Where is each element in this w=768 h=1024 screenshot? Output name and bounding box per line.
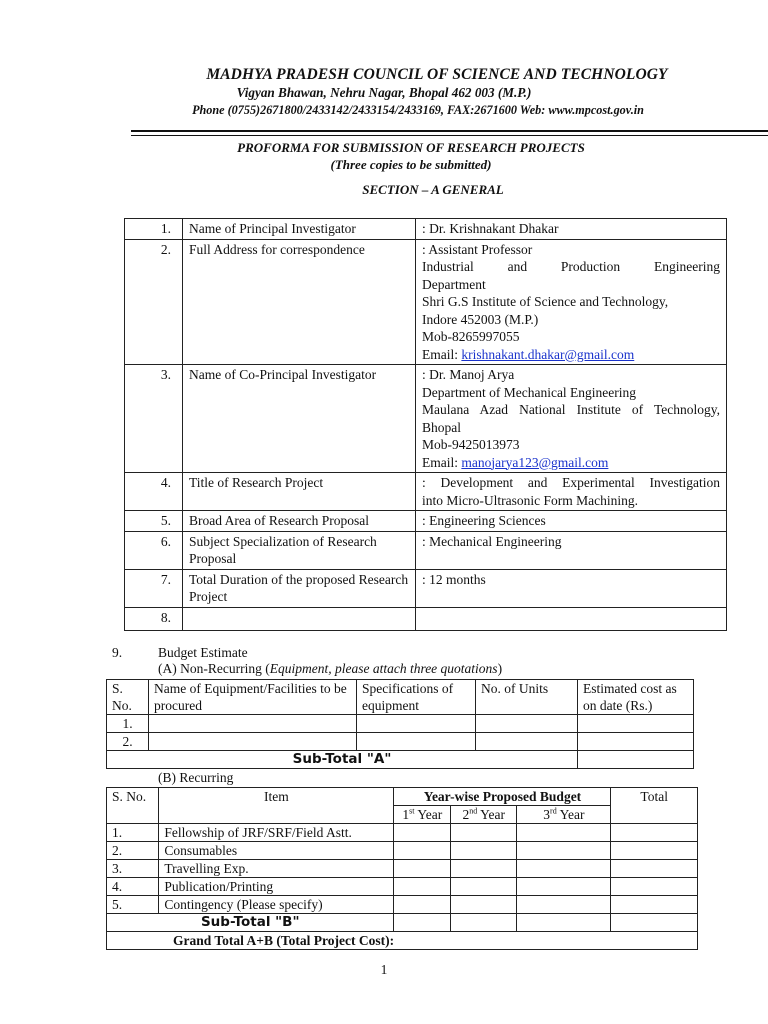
pi-name-value: : Dr. Krishnakant Dhakar [416, 219, 727, 240]
duration-value: : 12 months [416, 569, 727, 607]
empty-cell [394, 914, 451, 932]
table-header-row [107, 788, 698, 806]
table-row [125, 569, 727, 607]
specialization-label: Subject Specialization of Research Proposal [183, 531, 416, 569]
col-header-specifications: Specifications of equipment [357, 680, 476, 715]
empty-cell [611, 878, 698, 896]
project-title-line: into Micro-Ultrasonic Form Machining. [422, 492, 638, 508]
empty-cell [357, 733, 476, 751]
table-row [107, 842, 698, 860]
general-info-table [124, 218, 727, 631]
item-name: Publication/Printing [159, 878, 394, 896]
email-label: Email: [422, 454, 462, 470]
row-number: 3. [107, 860, 159, 878]
budget-title: Budget Estimate [158, 645, 248, 660]
table-row [125, 473, 727, 511]
col-header-cost: Estimated cost as on date (Rs.) [578, 680, 694, 715]
address-line: Mob-8265997055 [422, 329, 520, 344]
email-line [422, 454, 720, 472]
table-row [107, 896, 698, 914]
email-line [422, 346, 720, 364]
item-name: Contingency (Please specify) [159, 896, 394, 914]
org-address: Vigyan Bhawan, Nehru Nagar, Bhopal 462 003 (M.P.) [236, 85, 532, 100]
proforma-title: PROFORMA FOR SUBMISSION OF RESEARCH PROJECTS [237, 140, 585, 155]
header-rule-thin [131, 135, 768, 136]
empty-cell [517, 842, 611, 860]
col-header-equipment: Name of Equipment/Facilities to be procured [149, 680, 357, 715]
recurring-heading: (B) Recurring [158, 770, 234, 785]
empty-cell [451, 824, 517, 842]
empty-cell [149, 715, 357, 733]
row-number: 2. [107, 842, 159, 860]
table-row [107, 733, 694, 751]
pi-email-link[interactable]: krishnakant.dhakar@gmail.com [461, 346, 635, 362]
address-line: Industrial and Production Engineering [422, 259, 720, 274]
copi-value [416, 365, 727, 473]
row-number: 4. [107, 878, 159, 896]
nonrecurring-note: Equipment, please attach three quotations [269, 661, 498, 676]
table-row [125, 219, 727, 240]
empty-cell [517, 896, 611, 914]
row-number: 3. [125, 365, 183, 473]
year-word: Year [414, 807, 443, 822]
col-header-year-2 [451, 806, 517, 824]
page-number: 1 [380, 962, 388, 977]
item-name: Travelling Exp. [159, 860, 394, 878]
year-number: 1 [402, 807, 410, 822]
empty-cell [451, 842, 517, 860]
table-row [107, 878, 698, 896]
empty-cell [394, 878, 451, 896]
copi-line: Department of Mechanical Engineering [422, 384, 637, 400]
empty-cell [451, 914, 517, 932]
recurring-table [106, 787, 698, 950]
empty-cell [517, 824, 611, 842]
nonrecurring-table [106, 679, 694, 769]
empty-cell [578, 715, 694, 733]
year-suffix: nd [469, 806, 478, 816]
address-line: Department [422, 276, 486, 292]
table-row [107, 715, 694, 733]
row-number: 5. [125, 511, 183, 532]
table-row [125, 607, 727, 630]
table-row [107, 914, 698, 932]
empty-cell [611, 860, 698, 878]
nonrecurring-heading [158, 661, 502, 677]
col-header-yearwise: Year-wise Proposed Budget [394, 788, 611, 806]
empty-cell [611, 824, 698, 842]
address-line: Shri G.S Institute of Science and Technology, [422, 294, 669, 309]
col-header-year-1 [394, 806, 451, 824]
table-row [107, 932, 698, 950]
address-line: : Assistant Professor [422, 241, 533, 257]
col-header-units: No. of Units [476, 680, 578, 715]
empty-cell [517, 878, 611, 896]
table-row [125, 239, 727, 365]
row-number: 7. [125, 569, 183, 607]
grand-total-label: Grand Total A+B (Total Project Cost): [107, 932, 698, 950]
row-number: 1. [107, 824, 159, 842]
empty-cell [578, 733, 694, 751]
empty-label-cell [183, 607, 416, 630]
row-number: 2. [107, 733, 149, 751]
subtotal-a-label: Sub-Total "A" [107, 751, 578, 769]
empty-value-cell [416, 607, 727, 630]
email-label: Email: [422, 346, 462, 362]
section-title: SECTION – A GENERAL [362, 182, 504, 197]
empty-cell [394, 860, 451, 878]
empty-cell [611, 842, 698, 860]
row-number: 5. [107, 896, 159, 914]
row-number: 2. [125, 239, 183, 365]
broad-area-label: Broad Area of Research Proposal [183, 511, 416, 532]
address-value [416, 239, 727, 365]
pi-name-label: Name of Principal Investigator [183, 219, 416, 240]
empty-cell [149, 733, 357, 751]
year-number: 2 [462, 807, 470, 822]
copies-note: (Three copies to be submitted) [330, 157, 492, 172]
col-header-sno: S. No. [107, 680, 149, 715]
table-row [107, 751, 694, 769]
empty-cell [517, 914, 611, 932]
specialization-value: : Mechanical Engineering [416, 531, 727, 569]
subtotal-b-label: Sub-Total "B" [107, 914, 394, 932]
row-number: 1. [107, 715, 149, 733]
copi-email-link[interactable]: manojarya123@gmail.com [461, 454, 609, 470]
nonrecurring-suffix: ) [497, 661, 503, 676]
org-contact: Phone (0755)2671800/2433142/2433154/2433169, FAX:2671600 Web: www.mpcost.gov.in [192, 103, 644, 117]
broad-area-value: : Engineering Sciences [416, 511, 727, 532]
subtotal-a-value [578, 751, 694, 769]
address-line: Indore 452003 (M.P.) [422, 311, 539, 327]
duration-label: Total Duration of the proposed Research Project [183, 569, 416, 607]
copi-line: Bhopal [422, 419, 461, 435]
col-header-total: Total [611, 788, 698, 824]
project-title-value [416, 473, 727, 511]
budget-number: 9. [112, 645, 123, 660]
table-row [125, 531, 727, 569]
year-number: 3 [543, 807, 551, 822]
empty-cell [451, 896, 517, 914]
address-label: Full Address for correspondence [183, 239, 416, 365]
table-header-row [107, 680, 694, 715]
project-title-label: Title of Research Project [183, 473, 416, 511]
year-suffix: st [409, 806, 415, 816]
col-header-year-3 [517, 806, 611, 824]
empty-cell [451, 860, 517, 878]
empty-cell [517, 860, 611, 878]
copi-label: Name of Co-Principal Investigator [183, 365, 416, 473]
empty-cell [476, 733, 578, 751]
table-row [125, 365, 727, 473]
org-name: MADHYA PRADESH COUNCIL OF SCIENCE AND TECHNOLOGY [206, 66, 668, 83]
empty-cell [394, 896, 451, 914]
year-suffix: rd [550, 806, 557, 816]
copi-line: Maulana Azad National Institute of Technology, [422, 402, 720, 417]
project-title-line: : Development and Experimental Investigation [422, 475, 720, 490]
empty-cell [476, 715, 578, 733]
empty-cell [611, 914, 698, 932]
table-row [125, 511, 727, 532]
copi-line: Mob-9425013973 [422, 437, 520, 452]
copi-line: : Dr. Manoj Arya [422, 367, 515, 382]
nonrecurring-prefix: (A) Non-Recurring ( [158, 661, 270, 676]
table-row [107, 860, 698, 878]
row-number: 4. [125, 473, 183, 511]
empty-cell [394, 842, 451, 860]
col-header-sno: S. No. [107, 788, 159, 824]
item-name: Consumables [159, 842, 394, 860]
year-word: Year [556, 807, 585, 822]
table-row [107, 824, 698, 842]
row-number: 1. [125, 219, 183, 240]
item-name: Fellowship of JRF/SRF/Field Astt. [159, 824, 394, 842]
empty-cell [451, 878, 517, 896]
year-word: Year [477, 807, 505, 822]
header-rule-thick [131, 130, 768, 132]
col-header-item: Item [159, 788, 394, 824]
empty-cell [611, 896, 698, 914]
row-number: 6. [125, 531, 183, 569]
row-number: 8. [125, 607, 183, 630]
empty-cell [357, 715, 476, 733]
empty-cell [394, 824, 451, 842]
